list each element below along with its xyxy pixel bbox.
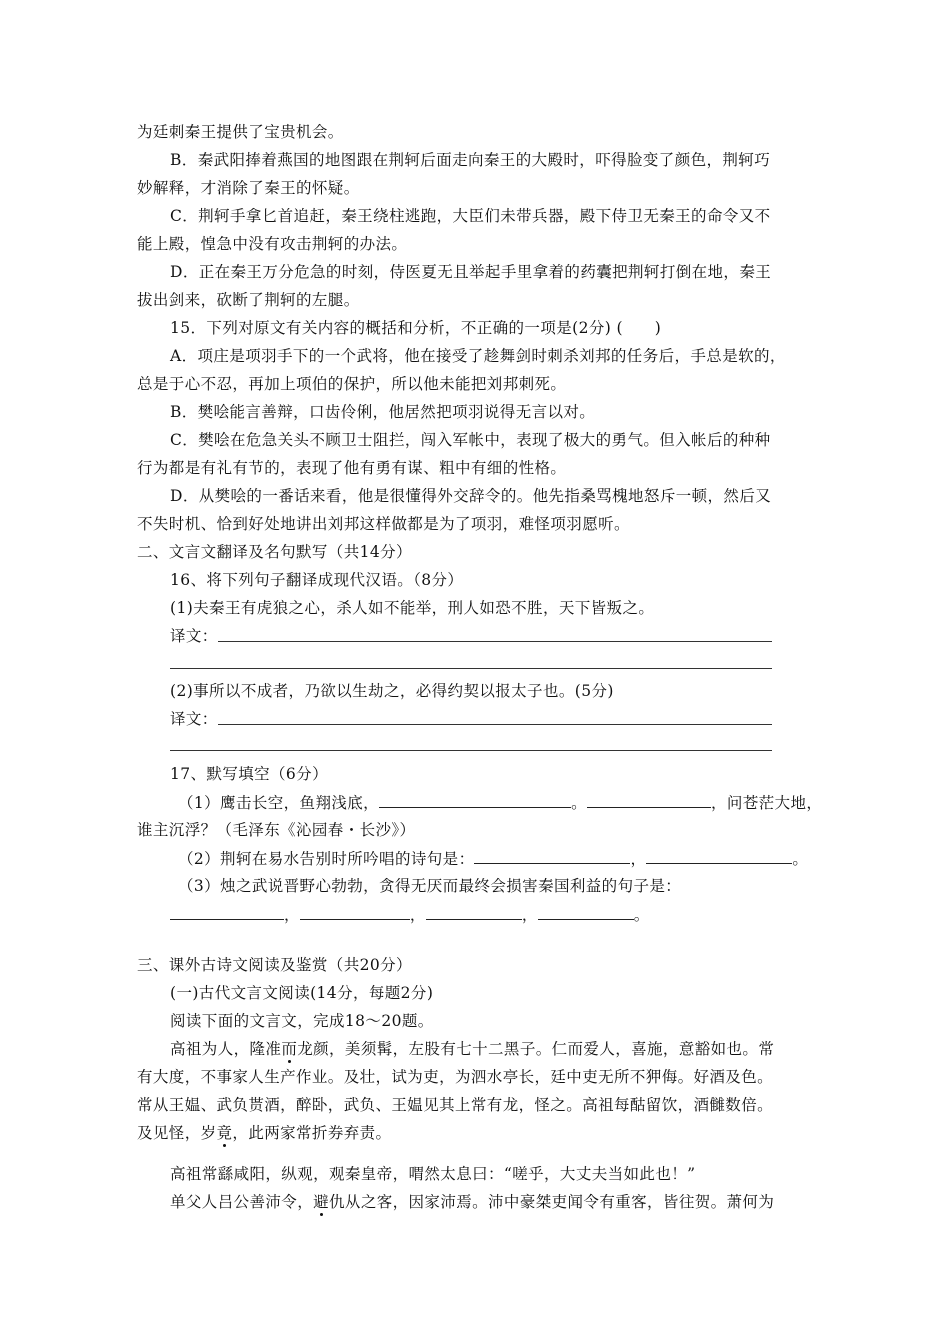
fill-blank[interactable] — [379, 791, 571, 808]
text-span: 。 — [792, 850, 809, 868]
passage-line: 高祖常繇咸阳，纵观，观秦皇帝，喟然太息曰：“嗟乎，大丈夫当如此也！” — [170, 1165, 696, 1183]
section-2-heading: 二、文言文翻译及名句默写（共14分） — [137, 543, 412, 561]
text-span: 单父人吕公善沛令， — [170, 1193, 314, 1211]
passage-line — [170, 1038, 774, 1060]
text-line: 为廷刺秦王提供了宝贵机会。 — [137, 123, 344, 141]
sentence-1: (1)夫秦王有虎狼之心，杀人如不能举，刑人如恐不胜，天下皆叛之。 — [170, 599, 655, 617]
option-c-line: C．荆轲手拿匕首追赶，秦王绕柱逃跑，大臣们未带兵器，殿下侍卫无秦王的命令又不 — [170, 207, 771, 225]
option-b-line: B．樊哙能言善辩，口齿伶俐，他居然把项羽说得无言以对。 — [170, 403, 596, 421]
emphasis-char: 避 — [313, 1193, 330, 1211]
question-17: 17、默写填空（6分） — [170, 765, 328, 783]
text-span: ， — [284, 906, 300, 924]
text-span: （1）鹰击长空，鱼翔浅底， — [178, 794, 380, 812]
fill-item-3-blanks — [170, 903, 650, 926]
text-span: 高祖为人，隆准 — [170, 1040, 282, 1058]
text-line: 不失时机、恰到好处地讲出刘邦这样做都是为了项羽，难怪项羽愿听。 — [137, 515, 630, 533]
option-d-line: D．正在秦王万分危急的时刻，侍医夏无且举起手里拿着的药囊把荆轲打倒在地，秦王 — [170, 263, 772, 281]
option-d-line: D．从樊哙的一番话来看，他是很懂得外交辞令的。他先指桑骂槐地怒斥一顿，然后又 — [170, 487, 772, 505]
fill-item-2 — [178, 847, 808, 870]
text-line: 总是于心不忍，再加上项伯的保护，所以他未能把刘邦刺死。 — [137, 375, 567, 393]
sentence-2: (2)事所以不成者，乃欲以生劫之，必得约契以报太子也。(5分) — [170, 682, 614, 700]
translation-label: 译文： — [170, 627, 218, 645]
answer-line[interactable] — [170, 668, 772, 669]
option-c-line: C．樊哙在危急关头不顾卫士阻拦，闯入军帐中，表现了极大的勇气。但入帐后的种种 — [170, 431, 771, 449]
fill-blank[interactable] — [587, 791, 711, 808]
emphasis-char: 竟 — [216, 1124, 233, 1142]
passage-line: 有大度，不事家人生产作业。及壮，试为吏，为泗水亭长，廷中吏无所不狎侮。好酒及色。 — [137, 1068, 774, 1086]
section-3-heading: 三、课外古诗文阅读及鉴赏（共20分） — [137, 956, 412, 974]
question-15: 15．下列对原文有关内容的概括和分析，不正确的一项是(2分) ( ) — [170, 319, 662, 337]
emphasis-char: 而 — [281, 1040, 298, 1058]
fill-item-3: （3）烛之武说晋野心勃勃，贪得无厌而最终会损害秦国利益的句子是： — [178, 877, 682, 895]
fill-blank[interactable] — [646, 847, 792, 864]
fill-blank[interactable] — [474, 847, 630, 864]
text-line: 能上殿，惶急中没有攻击荆轲的办法。 — [137, 235, 408, 253]
answer-line[interactable] — [218, 724, 772, 725]
translation-label: 译文： — [170, 710, 218, 728]
text-span: 及见怪，岁 — [137, 1124, 217, 1142]
reading-instruction: 阅读下面的文言文，完成18～20题。 — [170, 1012, 434, 1030]
text-span: ， — [521, 906, 538, 924]
text-span: 龙颜，美须髯，左股有七十二黑子。仁而爱人，喜施，意豁如也。常 — [297, 1040, 775, 1058]
option-a-line: A．项庄是项羽手下的一个武将，他在接受了趁舞剑时刺杀刘邦的任务后，手总是软的， — [170, 347, 786, 365]
text-span: 。 — [633, 906, 650, 924]
text-line: 妙解释，才消除了秦王的怀疑。 — [137, 179, 360, 197]
text-span: 。 — [571, 794, 587, 812]
text-span: ， — [409, 906, 426, 924]
passage-line — [137, 1122, 391, 1144]
fill-item-1 — [178, 791, 822, 814]
text-span: （2）荆轲在易水告别时所吟唱的诗句是： — [178, 850, 475, 868]
passage-line: 常从王媪、武负贳酒，醉卧，武负、王媪见其上常有龙，怪之。高祖每酤留饮，酒雠数倍。 — [137, 1096, 774, 1114]
fill-blank[interactable] — [426, 903, 522, 920]
fill-blank[interactable] — [300, 903, 410, 920]
answer-line[interactable] — [170, 750, 772, 751]
text-span: ，问苍茫大地， — [710, 794, 823, 812]
text-span: 仇从之客，因家沛焉。沛中豪桀吏闻令有重客，皆往贺。萧何为 — [329, 1193, 775, 1211]
fill-blank[interactable] — [538, 903, 634, 920]
text-span: ， — [630, 850, 647, 868]
question-16: 16、将下列句子翻译成现代汉语。（8分） — [170, 571, 464, 589]
answer-line[interactable] — [218, 641, 772, 642]
text-line: 拔出剑来，砍断了荆轲的左腿。 — [137, 291, 360, 309]
text-span: ，此两家常折券弃责。 — [232, 1124, 392, 1142]
option-b-line: B．秦武阳捧着燕国的地图跟在荆轲后面走向秦王的大殿时，吓得脸变了颜色，荆轲巧 — [170, 151, 771, 169]
text-line: 行为都是有礼有节的，表现了他有勇有谋、粗中有细的性格。 — [137, 459, 567, 477]
subsection-heading: (一)古代文言文阅读(14分，每题2分) — [170, 984, 434, 1002]
passage-line — [170, 1191, 774, 1213]
fill-blank[interactable] — [170, 903, 284, 920]
text-line: 谁主沉浮？（毛泽东《沁园春・长沙》） — [137, 821, 416, 839]
